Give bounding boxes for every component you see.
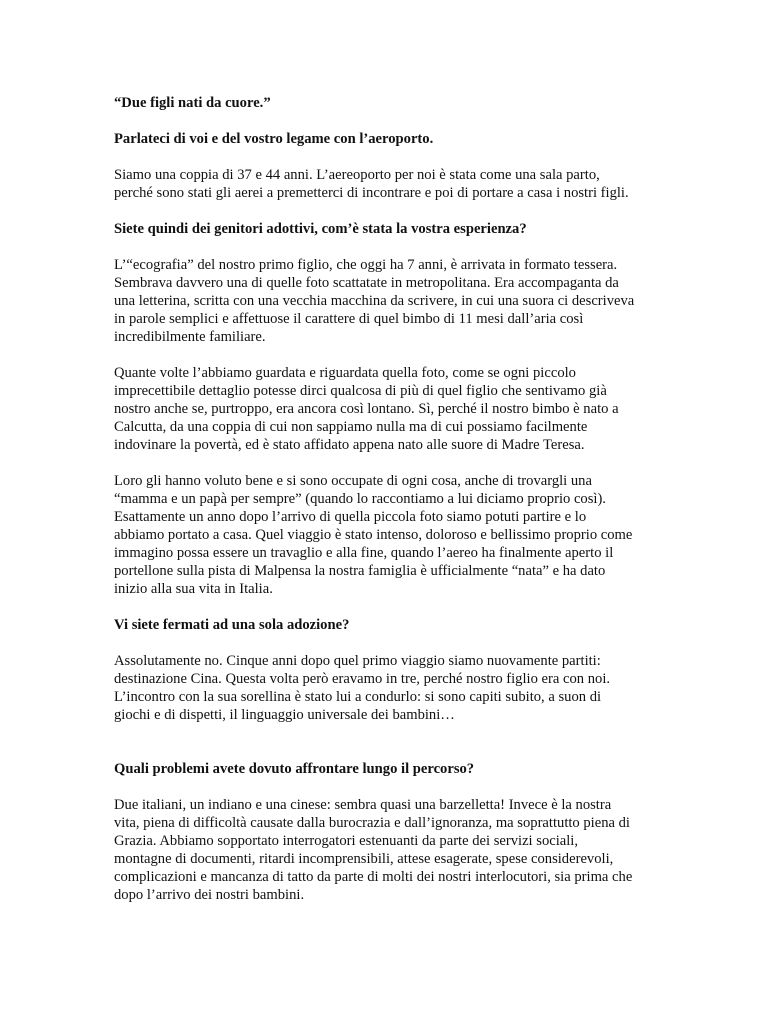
answer-5-line: L’incontro con la sua sorellina è stato lui a condurlo: si sono capiti subito, a suon di: [114, 689, 602, 705]
answer-5-paragraph: [114, 652, 678, 724]
spacer: [114, 238, 678, 256]
answer-4-line: Loro gli hanno voluto bene e si sono occupate di ogni cosa, anche di trovargli una: [114, 473, 592, 489]
answer-4-paragraph: [114, 472, 678, 598]
question-3: Vi siete fermati ad una sola adozione?: [114, 617, 350, 633]
answer-5-line: Assolutamente no. Cinque anni dopo quel primo viaggio siamo nuovamente partiti:: [114, 653, 601, 669]
spacer: [114, 346, 678, 364]
answer-6-line: complicazioni e mancanza di tatto da parte di molti dei nostri interlocutori, sia prima che: [114, 869, 633, 885]
answer-2-line: incredibilmente familiare.: [114, 329, 266, 345]
answer-3-paragraph: [114, 364, 678, 454]
answer-4-line: immagino possa essere un travaglio e alla fine, quando l’aereo ha finalmente aperto il: [114, 545, 614, 561]
question-1: Parlateci di voi e del vostro legame con l’aeroporto.: [114, 131, 434, 147]
answer-4-line: “mamma e un papà per sempre” (quando lo raccontiamo a lui diciamo proprio così).: [114, 491, 606, 507]
answer-1-line: Siamo una coppia di 37 e 44 anni. L’aereoporto per noi è stata come una sala parto,: [114, 167, 600, 183]
answer-1-line: perché sono stati gli aerei a premetterci di incontrare e poi di portare a casa i nostri figli.: [114, 185, 629, 201]
spacer: [114, 634, 678, 652]
answer-6-line: Grazia. Abbiamo sopportato interrogatori estenuanti da parte dei servizi sociali,: [114, 833, 579, 849]
question-4: Quali problemi avete dovuto affrontare lungo il percorso?: [114, 761, 475, 777]
spacer: [114, 598, 678, 616]
spacer: [114, 202, 678, 220]
answer-6-paragraph: [114, 796, 678, 904]
spacer: [114, 724, 678, 760]
answer-2-line: una letterina, scritta con una vecchia macchina da scrivere, in cui una suora ci descriveva: [114, 293, 635, 309]
answer-3-line: indovinare la povertà, ed è stato affidato appena nato alle suore di Madre Teresa.: [114, 437, 585, 453]
spacer: [114, 112, 678, 130]
question-2: Siete quindi dei genitori adottivi, com’è stata la vostra esperienza?: [114, 221, 527, 237]
answer-3-line: imprecettibile dettaglio potesse dirci qualcosa di più di quel figlio che sentivamo già: [114, 383, 607, 399]
answer-4-line: inizio alla sua vita in Italia.: [114, 581, 273, 597]
document-title: “Due figli nati da cuore.”: [114, 95, 271, 111]
answer-4-line: Esattamente un anno dopo l’arrivo di quella piccola foto siamo potuti partire e lo: [114, 509, 587, 525]
answer-6-line: vita, piena di difficoltà causate dalla burocrazia e dall’ignoranza, ma soprattutto piena di: [114, 815, 630, 831]
answer-2-line: Sembrava davvero una di quelle foto scattatate in metropolitana. Era accompaganta da: [114, 275, 619, 291]
answer-5-line: giochi e di dispetti, il linguaggio universale dei bambini…: [114, 707, 455, 723]
answer-6-line: montagne di documenti, ritardi incomprensibili, attese esagerate, spese considerevoli,: [114, 851, 614, 867]
spacer: [114, 454, 678, 472]
answer-3-line: Quante volte l’abbiamo guardata e riguardata quella foto, come se ogni piccolo: [114, 365, 576, 381]
answer-1-paragraph: [114, 166, 678, 202]
answer-4-line: abbiamo portato a casa. Quel viaggio è stato intenso, doloroso e bellissimo proprio come: [114, 527, 633, 543]
answer-4-line: portellone sulla pista di Malpensa la nostra famiglia è ufficialmente “nata” e ha dato: [114, 563, 606, 579]
answer-6-line: Due italiani, un indiano e una cinese: sembra quasi una barzelletta! Invece è la nostra: [114, 797, 612, 813]
answer-3-line: Calcutta, da una coppia di cui non sappiamo nulla ma di cui possiamo facilmente: [114, 419, 588, 435]
answer-5-line: destinazione Cina. Questa volta però eravamo in tre, perché nostro figlio era con noi.: [114, 671, 611, 687]
answer-2-line: L’“ecografia” del nostro primo figlio, che oggi ha 7 anni, è arrivata in formato tessera.: [114, 257, 618, 273]
answer-3-line: nostro anche se, purtroppo, era ancora così lontano. Sì, perché il nostro bimbo è nato a: [114, 401, 619, 417]
answer-2-line: in parole semplici e affettuose il carattere di quel bimbo di 11 mesi dall’aria così: [114, 311, 584, 327]
spacer: [114, 778, 678, 796]
answer-6-line: dopo l’arrivo dei nostri bambini.: [114, 887, 305, 903]
spacer: [114, 148, 678, 166]
answer-2-paragraph: [114, 256, 678, 346]
